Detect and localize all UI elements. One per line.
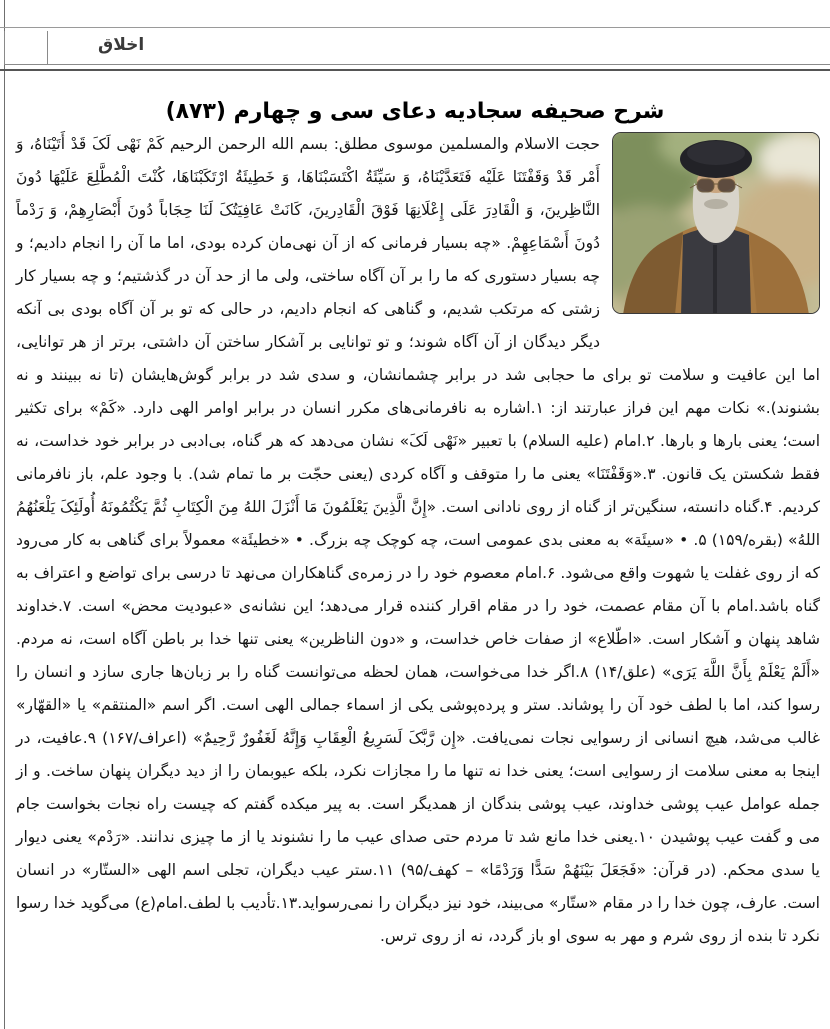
moustache-shape <box>704 199 728 209</box>
header-bottom-rule <box>0 69 830 71</box>
section-header-band <box>4 31 830 65</box>
header-empty-cell-1 <box>4 31 48 64</box>
header-empty-cell-2 <box>47 31 89 64</box>
page-left-border-line <box>4 0 5 1029</box>
article-body <box>16 128 820 953</box>
section-label: اخلاق <box>98 35 145 55</box>
article-title: شرح صحیفه سجادیه دعای سی و چهارم (۸۷۳) <box>165 98 665 124</box>
cleric-portrait-photo <box>613 133 819 313</box>
top-rule <box>0 27 830 28</box>
article-text: حجت الاسلام والمسلمین موسوی مطلق: بسم الله الرحمن الرحیم کَمْ نَهْی لَکَ قَدْ أَتَیْنَاهُ، وَ أَمْر قَدْ وَقَفْتَنَا عَلَیْه فَتَعَدَّیْنَاهُ، وَ سَیِّئَةُ اکْتَسَبْنَاهَا، وَ خَطِیئَةُ ارْتَکَبْنَاهَا، کُنْتَ الْمُطَّلِعَ عَلَیْهَا دُونَ النَّاظِرینَ، وَ الْقَادِرَ عَلَی إِعْلَانِهَا فَوْقَ الْقَادِرینَ، کَانَتْ عَافِیَتُکَ لَنَا حِجَاباً دُونَ أَبْصَارِهِمْ، وَ رَدْماً دُونَ أَسْمَاعِهِمْ. «چه بسیار فرمانی که از آن نهی‌مان کرده بودی، اما ما آن را انجام دادیم؛ و چه بسیار دستوری که ما را بر آن آگاه ساختی، ولی ما از حد آن در گذشتیم؛ و چه بسیار کار زشتی که مرتکب شدیم، و گناهی که انجام دادیم، در حالی که تو بر آن آگاه بودی بی آنکه دیگر دیدگان از آن آگاه شوند؛ و تو توانایی بر آشکار ساختن آن داشتی، برتر از هر توانایی، اما این عافیت و سلامت تو برای ما حجابی شد در برابر چشمانشان، و سدی شد در برابر گوش‌هایشان (تا نه ببینند و نه بشنوند).» نکات مهم این فراز عبارتند از: ۱.اشاره به نافرمانی‌های مکرر انسان در برابر اوامر الهی دارد. «کَمْ» برای تکثیر است؛ یعنی بارها و بارها. ۲.امام (علیه السلام) با تعبیر «نَهْی لَکَ» نشان می‌دهد که هر گناه، بی‌ادبی در برابر خود خداست، نه فقط شکستن یک قانون. ۳.«وَقَفْتَنَا» یعنی ما را متوقف و آگاه کردی (یعنی حجّت بر ما تمام شد). با وجود علم، باز نافرمانی کردیم. ۴.گناه دانسته، سنگین‌تر از گناه از روی نادانی است. «إِنَّ الَّذِینَ یَعْلَمُونَ مَا أَنْزَلَ اللهُ مِنَ الْکِتَابِ ثُمَّ یَکْتُمُونَهُ أُولَئِکَ یَلْعَنُهُمُ اللهُ» (بقره/۱۵۹) ۵. • «سیئَة» به معنی بدی عمومی است، چه کوچک چه بزرگ. • «خطیئَة» معمولاً برای گناهی به کار می‌رود که از روی غفلت یا شهوت واقع می‌شود. ۶.امام معصوم خود را در زمره‌ی گناهکاران می‌نهد تا درسی برای تواضع و اعتراف به گناه باشد.امام با آن مقام عصمت، خود را در مقام اقرار کننده قرار می‌دهد؛ این نشانه‌ی «عبودیت محض» است. ۷.خداوند شاهد پنهان و آشکار است. «اطّلاع» از صفات خاص خداست، و «دون الناظرین» یعنی تنها خدا بر باطن آگاه است، نه مردم. «أَلَمْ یَعْلَمْ بِأَنَّ اللَّهَ یَرَی» (علق/۱۴) ۸.اگر خدا می‌خواست، همان لحظه می‌توانست گناه را بر زبان‌ها جاری سازد و انسان را رسوا کند، اما با لطف خود آن را پوشاند. ستر و پرده‌پوشی یکی از اسماء جمالی الهی است. اگر اسم «المنتقم» یا «القهّار» غالب می‌شد، هیچ انسانی از رسوایی نجات نمی‌یافت. «إِن رَّبَّکَ لَسَرِیعُ الْعِقَابِ وَإِنَّهُ لَغَفُورٌ رَّحِیمٌ» (اعراف/۱۶۷) ۹.عافیت، در اینجا به معنی سلامت از رسوایی است؛ یعنی خدا نه تنها ما را مجازات نکرد، بلکه عیوبمان را از دید دیگران پنهان ساخت. و از جمله عوامل عیب پوشی خداوند، عیب پوشی بندگان از همدیگر است. به پیر میکده گفتم که چیست راه نجات بخواست جام می و گفت عیب پوشیدن ۱۰.یعنی خدا مانع شد تا مردم حتی صدای عیب ما را نشنوند یا از ما چیزی ندانند. «رَدْم» یعنی دیوار یا سدی محکم. (در قرآن: «فَجَعَلَ بَیْنَهُمْ سَدًّا وَرَدْمًا» – کهف/۹۵) ۱۱.ستر عیب دیگران، تجلی اسم الهی «الستّار» در انسان است. عارف، چون خدا را در مقام «ستّار» می‌بیند، خود نیز دیگران را نمی‌رسواید.۱۳.تأدیب با لطف.امام(ع) می‌گوید خدا رسوا نکرد تا بنده از روی شرم و مهر به سوی او باز گردد، نه از روی ترس. <box>15 135 821 945</box>
cleric-photo-frame <box>612 132 820 314</box>
